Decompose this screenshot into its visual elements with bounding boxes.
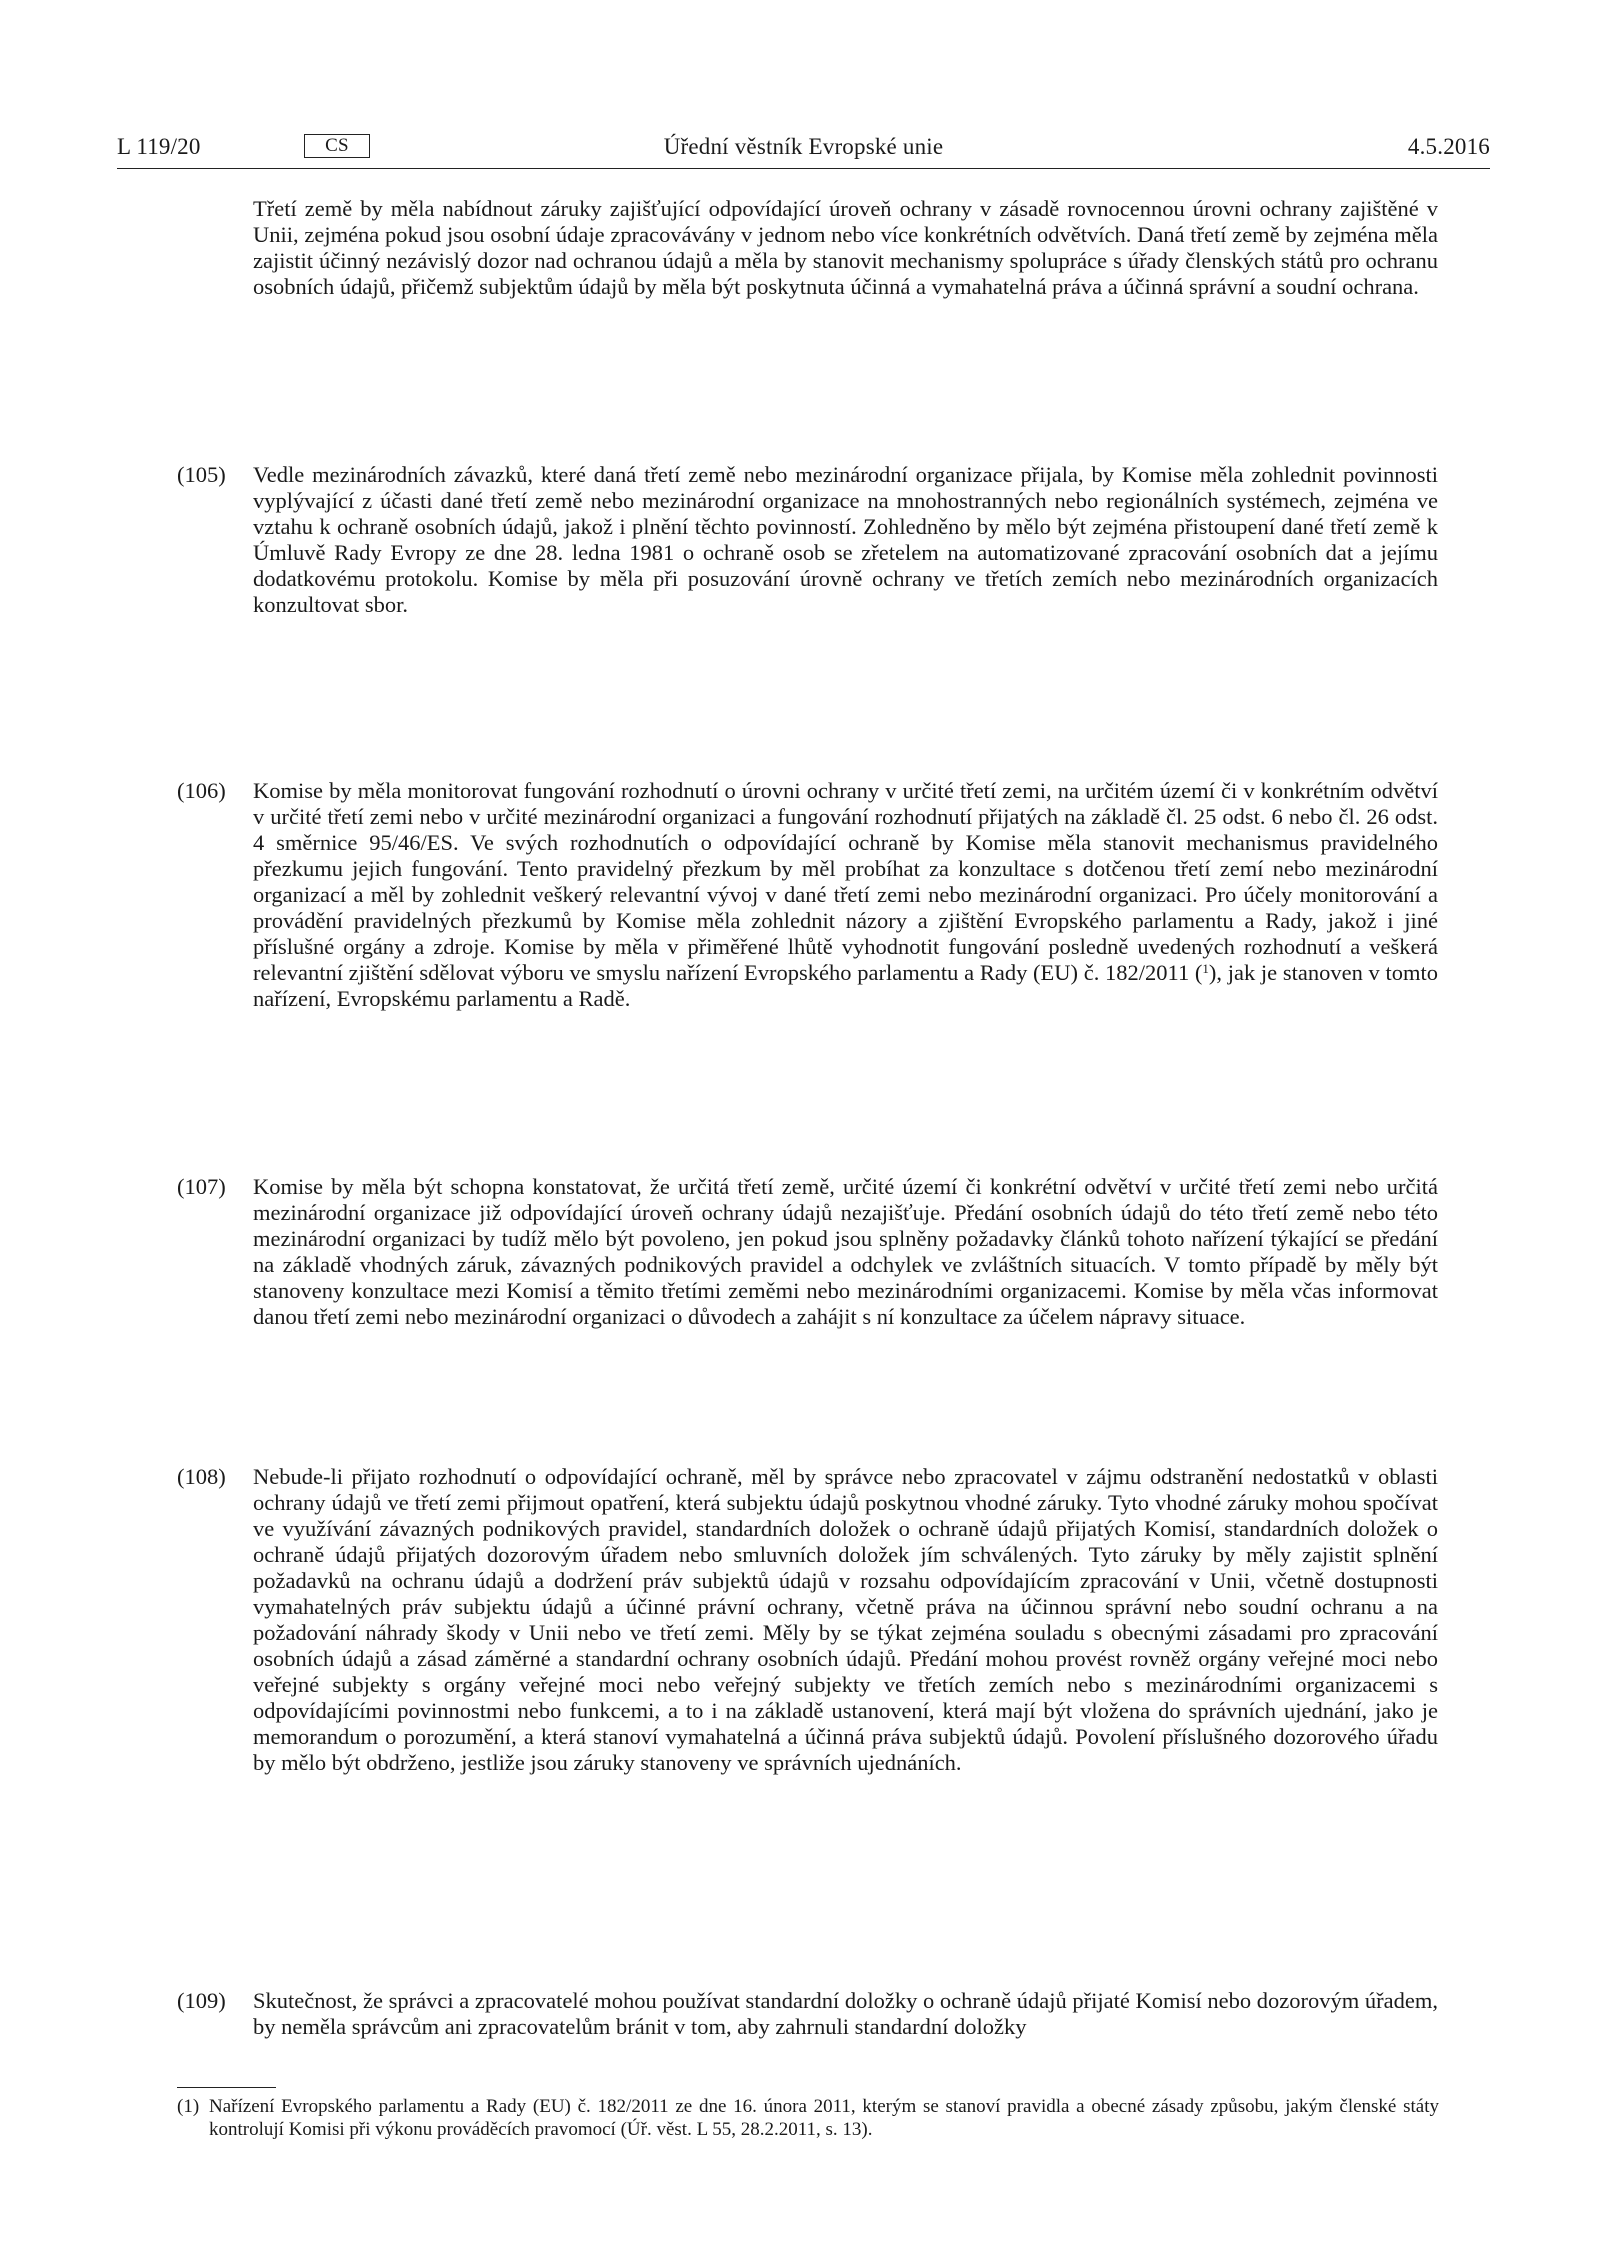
paragraph-106 bbox=[253, 778, 1438, 1012]
paragraph-107 bbox=[253, 1174, 1438, 1330]
footnote bbox=[177, 2095, 1439, 2141]
paragraph-text: Třetí země by měla nabídnout záruky zajišťující odpovídající úroveň ochrany v zásadě rovnocennou úrovni ochrany zajištěné v Unii, zejména pokud jsou osobní údaje zpracovávány v jednom nebo více konkrétních odvětvích. Daná třetí země by zejména měla zajistit účinný nezávislý dozor nad ochranou údajů a měla by stanovit mechanismy spolupráce s úřady členských států pro ochranu osobních údajů, přičemž subjektům údajů by měla být poskytnuta účinná a vymahatelná práva a účinná správní a soudní ochrana. bbox=[253, 196, 1438, 299]
paragraph-109 bbox=[253, 1988, 1438, 2040]
paragraph-text: Skutečnost, že správci a zpracovatelé mohou používat standardní doložky o ochraně údajů přijaté Komisí nebo dozorovým úřadem, by neměla správcům ani zpracovatelům bránit v tom, aby zahrnuli standardní doložky bbox=[253, 1988, 1438, 2039]
paragraph-108 bbox=[253, 1464, 1438, 1776]
page-reference: L 119/20 bbox=[117, 134, 201, 159]
paragraph-text: Vedle mezinárodních závazků, které daná třetí země nebo mezinárodní organizace přijala, by Komise měla zohlednit povinnosti vyplývající z účasti dané třetí země nebo mezinárodní organizace na mnohostranných nebo regionálních systémech, zejména ve vztahu k ochraně osobních údajů, jakož i plnění těchto povinností. Zohledněno by mělo být zejména přistoupení dané třetí země k Úmluvě Rady Evropy ze dne 28. ledna 1981 o ochraně osob se zřetelem na automatizované zpracování osobních dat a jejímu dodatkovému protokolu. Komise by měla při posuzování úrovně ochrany ve třetích zemích nebo mezinárodních organizacích konzultovat sbor. bbox=[253, 462, 1438, 617]
paragraph-text: Nebude-li přijato rozhodnutí o odpovídající ochraně, měl by správce nebo zpracovatel v zájmu odstranění nedostatků v oblasti ochrany údajů ve třetí zemi přijmout opatření, která subjektu údajů poskytnou vhodné záruky. Tyto vhodné záruky mohou spočívat ve využívání závazných podnikových pravidel, standardních doložek o ochraně údajů přijatých Komisí, standardních doložek o ochraně údajů přijatých dozorovým úřadem nebo smluvních doložek jím schválených. Tyto záruky by měly zajistit splnění požadavků na ochranu údajů a dodržení práv subjektů údajů v rozsahu odpovídajícím zpracování v Unii, včetně dostupnosti vymahatelných práv subjektu údajů a účinné právní ochrany, včetně práva na účinnou správní nebo soudní ochranu a na požadování náhrady škody v Unii nebo ve třetí zemi. Měly by se týkat zejména souladu s obecnými zásadami pro zpracování osobních údajů a zásad záměrné a standardní ochrany osobních údajů. Předání mohou provést rovněž orgány veřejné moci nebo veřejné subjekty s orgány veřejné moci nebo veřejný subjekty ve třetích zemích nebo s mezinárodními organizacemi s odpovídajícími povinnostmi nebo funkcemi, a to i na základě ustanovení, která mají být vložena do správních ujednání, jako je memorandum o porozumění, a která stanoví vymahatelná a účinná práva subjektů údajů. Povolení příslušného dozorového úřadu by mělo být obdrženo, jestliže jsou záruky stanoveny ve správních ujednáních. bbox=[253, 1464, 1438, 1775]
paragraph-text: Komise by měla být schopna konstatovat, že určitá třetí země, určité území či konkrétní odvětví v určité třetí zemi nebo určitá mezinárodní organizace již odpovídající úroveň ochrany údajů nezajišťuje. Předání osobních údajů do této třetí země nebo této mezinárodní organizaci by tudíž mělo být povoleno, jen pokud jsou splněny požadavky článků tohoto nařízení týkající se předání na základě vhodných záruk, závazných podnikových pravidel a odchylek ve zvláštních situacích. V tomto případě by měly být stanoveny konzultace mezi Komisí a těmito třetími zeměmi nebo mezinárodními organizacemi. Komise by měla včas informovat danou třetí zemi nebo mezinárodní organizaci o důvodech a zahájit s ní konzultace za účelem nápravy situace. bbox=[253, 1174, 1438, 1329]
paragraph-text: ), jak je stanoven v tomto nařízení, Evropskému parlamentu a Radě. bbox=[253, 960, 1438, 1011]
publication-date: 4.5.2016 bbox=[1407, 134, 1490, 159]
paragraph-number: (107) bbox=[177, 1174, 226, 1199]
page-header bbox=[117, 132, 1490, 169]
footnote-separator bbox=[177, 2087, 276, 2088]
footnote-mark: (1) bbox=[177, 2096, 200, 2117]
paragraph-number: (108) bbox=[177, 1464, 226, 1489]
paragraph-continuation bbox=[253, 196, 1438, 300]
language-box: CS bbox=[304, 134, 370, 158]
journal-title: Úřední věstník Evropské unie bbox=[663, 134, 944, 159]
footnote-text: Nařízení Evropského parlamentu a Rady (EU) č. 182/2011 ze dne 16. února 2011, kterým se stanoví pravidla a obecné zásady způsobu, jakým členské státy kontrolují Komisi při výkonu prováděcích pravomocí (Úř. věst. L 55, 28.2.2011, s. 13). bbox=[209, 2096, 1439, 2140]
paragraph-105 bbox=[253, 462, 1438, 618]
footnote-reference[interactable]: 1 bbox=[1202, 961, 1209, 976]
paragraph-number: (105) bbox=[177, 462, 226, 487]
paragraph-text: Komise by měla monitorovat fungování rozhodnutí o úrovni ochrany v určité třetí zemi, na určitém území či v konkrétním odvětví v určité třetí zemi nebo v určité mezinárodní organizaci a fungování rozhodnutí přijatých na základě čl. 25 odst. 6 nebo čl. 26 odst. 4 směrnice 95/46/ES. Ve svých rozhodnutích o odpovídající ochraně by Komise měla stanovit mechanismus pravidelného přezkumu jejich fungování. Tento pravidelný přezkum by měl probíhat za konzultace s dotčenou třetí zemí nebo mezinárodní organizací a měl by zohlednit veškerý relevantní vývoj v dané třetí zemi nebo mezinárodní organizaci. Pro účely monitorování a provádění pravidelných přezkumů by Komise měla zohlednit názory a zjištění Evropského parlamentu a Rady, jakož i jiné příslušné orgány a zdroje. Komise by měla v přiměřené lhůtě vyhodnotit fungování posledně uvedených rozhodnutí a veškerá relevantní zjištění sdělovat výboru ve smyslu nařízení Evropského parlamentu a Rady (EU) č. 182/2011 ( bbox=[253, 778, 1438, 985]
paragraph-number: (109) bbox=[177, 1988, 226, 2013]
paragraph-number: (106) bbox=[177, 778, 226, 803]
